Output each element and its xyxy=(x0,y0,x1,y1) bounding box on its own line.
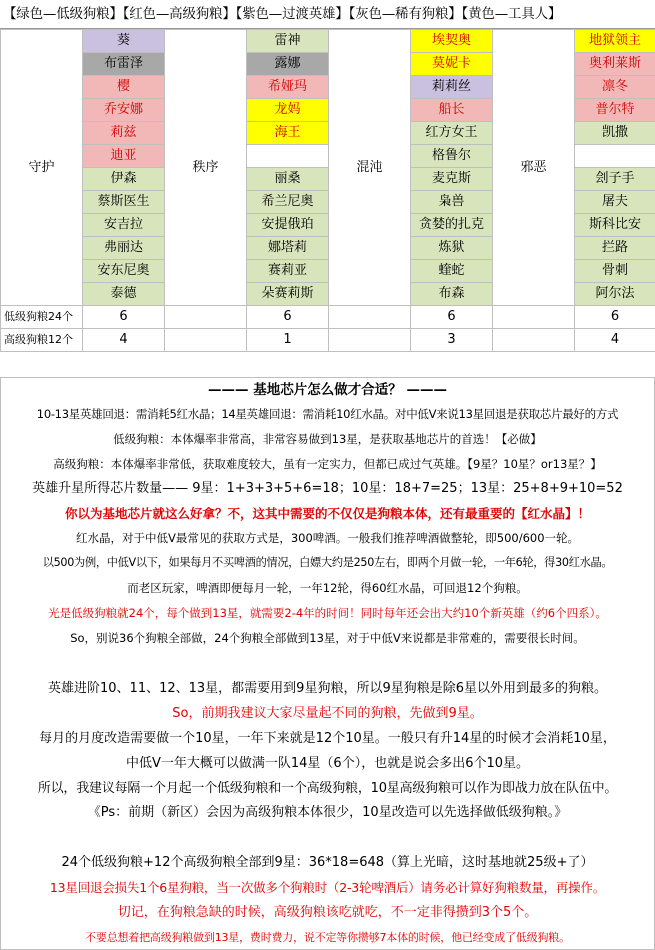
note-line: 10-13星英雄回退：需消耗5红水晶；14星英雄回退：需消耗10红水晶。对中低V来说13星回退是获取芯片最好的方式 xyxy=(36,407,619,421)
note-line: 英雄进阶10、11、12、13星，都需要用到9星狗粮，所以9星狗粮是除6星以外用到最多的狗粮。 xyxy=(48,681,607,696)
count-label: 低级狗粮24个 xyxy=(1,306,83,329)
hero-cell: 红方女王 xyxy=(411,122,493,145)
count-spacer xyxy=(329,306,411,329)
count-value: 6 xyxy=(411,306,493,329)
hero-cell: 船长 xyxy=(411,99,493,122)
hero-cell: 屠夫 xyxy=(575,191,655,214)
hero-cell xyxy=(575,145,655,168)
hero-cell: 普尔特 xyxy=(575,99,655,122)
note-line-red: 不要总想着把高级狗粮做到13星，费时费力，说不定等你攒够7本体的时候，他已经变成了低级狗粮。 xyxy=(85,931,570,944)
hero-cell xyxy=(247,145,329,168)
category-cell: 守护 xyxy=(1,30,83,306)
hero-cell: 希娅玛 xyxy=(247,76,329,99)
note-line-red: 光是低级狗粮就24个，每个做到13星，就需要2-4年的时间！同时每年还会出大约10个新英雄（约6个四系）。 xyxy=(48,606,607,620)
dog-food-table xyxy=(0,29,655,352)
hero-cell: 贪婪的扎克 xyxy=(411,214,493,237)
table-body xyxy=(1,30,655,352)
hero-cell: 斯科比安 xyxy=(575,214,655,237)
hero-cell: 安吉拉 xyxy=(83,214,165,237)
hero-cell: 安东尼奥 xyxy=(83,260,165,283)
hero-cell: 蝰蛇 xyxy=(411,260,493,283)
hero-cell: 伊森 xyxy=(83,168,165,191)
note-line: 以500为例，中低V以下，如果每月不买啤酒的情况，白嫖大约是250左右，即两个月做一轮，一年6轮，得30红水晶。 xyxy=(42,556,613,569)
hero-cell: 赛莉亚 xyxy=(247,260,329,283)
hero-cell: 凛冬 xyxy=(575,76,655,99)
count-value: 4 xyxy=(575,329,655,352)
hero-cell: 格鲁尔 xyxy=(411,145,493,168)
hero-cell: 龙妈 xyxy=(247,99,329,122)
count-value: 6 xyxy=(83,306,165,329)
count-value: 6 xyxy=(575,306,655,329)
hero-cell: 骨刺 xyxy=(575,260,655,283)
table-row xyxy=(1,30,655,53)
note-line: 高级狗粮：本体爆率非常低，获取难度较大，虽有一定实力，但都已成过气英雄。【9星？10星？or13星？】 xyxy=(53,457,602,471)
hero-cell: 阿尔法 xyxy=(575,283,655,306)
hero-cell: 朵赛莉斯 xyxy=(247,283,329,306)
count-row xyxy=(1,329,655,352)
count-label: 高级狗粮12个 xyxy=(1,329,83,352)
hero-cell: 枭兽 xyxy=(411,191,493,214)
category-cell: 秩序 xyxy=(165,30,247,306)
hero-cell: 迪亚 xyxy=(83,145,165,168)
note-line: 低级狗粮：本体爆率非常高，非常容易做到13星，是获取基地芯片的首选！【必做】 xyxy=(113,432,542,446)
notes-section xyxy=(0,377,655,950)
count-value: 3 xyxy=(411,329,493,352)
count-value: 6 xyxy=(247,306,329,329)
hero-cell: 奥利莱斯 xyxy=(575,53,655,76)
note-line: 而老区玩家，啤酒即便每月一轮，一年12轮，得60红水晶，可回退12个狗粮。 xyxy=(127,581,528,595)
count-spacer xyxy=(329,329,411,352)
hero-cell: 蔡斯医生 xyxy=(83,191,165,214)
count-spacer xyxy=(493,329,575,352)
note-line: 中低V一年大概可以做满一队14星（6个），也就是说会多出6个10星。 xyxy=(125,756,530,771)
note-line-highlight: 你以为基地芯片就这么好拿？不，这其中需要的不仅仅是狗粮本体，还有最重要的【红水晶】！ xyxy=(64,506,590,521)
note-line: 每月的月度改造需要做一个10星，一年下来就是12个10星。一般只有升14星的时候才会消耗10星， xyxy=(39,731,616,746)
hero-cell: 布森 xyxy=(411,283,493,306)
note-line: 24个低级狗粮+12个高级狗粮全部到9星：36*18=648（算上光暗，这时基地就25级+了） xyxy=(61,855,594,870)
count-value: 1 xyxy=(247,329,329,352)
color-legend: 【绿色—低级狗粮】【红色—高级狗粮】【紫色—过渡英雄】【灰色—稀有狗粮】【黄色—工具人】 xyxy=(0,0,655,29)
hero-cell: 泰德 xyxy=(83,283,165,306)
count-spacer xyxy=(165,329,247,352)
note-line: 红水晶，对于中低V最常见的获取方式是，300啤酒。一般我们推荐啤酒做整轮，即500/600一轮。 xyxy=(75,531,580,545)
note-line-red: So，前期我建议大家尽量起不同的狗粮，先做到9星。 xyxy=(172,706,483,721)
hero-cell: 海王 xyxy=(247,122,329,145)
hero-cell: 凯撒 xyxy=(575,122,655,145)
note-line-red: 13星回退会损失1个6星狗粮，当一次做多个狗粮时（2-3轮啤酒后）请务必计算好狗粮数量，再操作。 xyxy=(49,880,606,895)
hero-cell: 莉兹 xyxy=(83,122,165,145)
hero-cell: 炼狱 xyxy=(411,237,493,260)
hero-cell: 莫妮卡 xyxy=(411,53,493,76)
hero-cell: 拦路 xyxy=(575,237,655,260)
notes-title: ——— 基地芯片怎么做才合适？ ——— xyxy=(208,382,447,398)
hero-cell: 莉莉丝 xyxy=(411,76,493,99)
note-line: So，别说36个狗粮全部做，24个狗粮全部做到13星，对于中低V来说都是非常难的，需要很长时间。 xyxy=(70,631,585,645)
hero-cell: 露娜 xyxy=(247,53,329,76)
hero-cell: 麦克斯 xyxy=(411,168,493,191)
hero-cell: 娜塔莉 xyxy=(247,237,329,260)
hero-cell: 安提俄珀 xyxy=(247,214,329,237)
hero-cell: 埃契奥 xyxy=(411,30,493,53)
hero-cell: 乔安娜 xyxy=(83,99,165,122)
hero-cell: 葵 xyxy=(83,30,165,53)
hero-cell: 希兰尼奥 xyxy=(247,191,329,214)
count-spacer xyxy=(165,306,247,329)
hero-cell: 雷神 xyxy=(247,30,329,53)
note-line: 英雄升星所得芯片数量—— 9星：1+3+3+5+6=18；10星：18+7=25；13星：25+8+9+10=52 xyxy=(32,481,623,496)
note-line: 所以，我建议每隔一个月起一个低级狗粮和一个高级狗粮，10星高级狗粮可以作为即战力放在队伍中。 xyxy=(37,781,618,796)
note-line: 《Ps：前期（新区）会因为高级狗粮本体很少，10星改造可以先选择做低级狗粮。》 xyxy=(87,805,568,820)
hero-cell: 弗丽达 xyxy=(83,237,165,260)
count-row xyxy=(1,306,655,329)
hero-cell: 布雷泽 xyxy=(83,53,165,76)
hero-cell: 刽子手 xyxy=(575,168,655,191)
hero-cell: 樱 xyxy=(83,76,165,99)
hero-cell: 丽桑 xyxy=(247,168,329,191)
count-spacer xyxy=(493,306,575,329)
category-cell: 邪恶 xyxy=(493,30,575,306)
category-cell: 混沌 xyxy=(329,30,411,306)
note-line-red: 切记，在狗粮急缺的时候，高级狗粮该吃就吃，不一定非得攒到3个5个。 xyxy=(117,905,538,920)
count-value: 4 xyxy=(83,329,165,352)
hero-cell: 地狱领主 xyxy=(575,30,655,53)
